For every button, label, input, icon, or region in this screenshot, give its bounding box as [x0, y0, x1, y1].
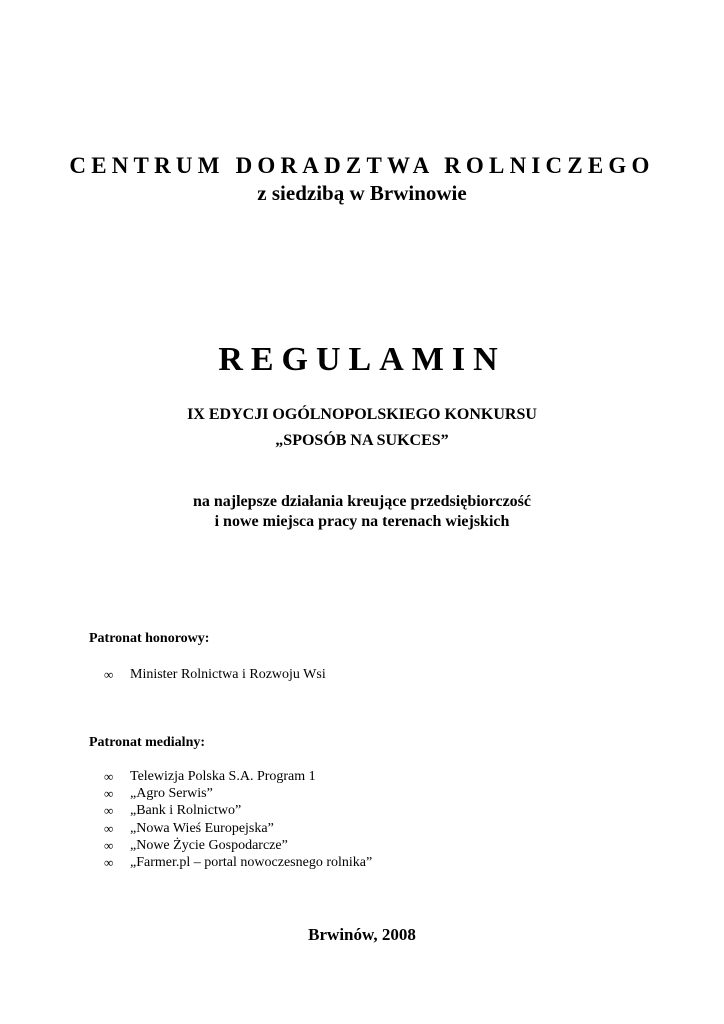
honorary-patronage-heading: Patronat honorowy:	[89, 631, 210, 646]
list-item-label: „Farmer.pl – portal nowoczesnego rolnika”	[130, 854, 373, 870]
list-item	[104, 837, 372, 854]
list-item	[104, 785, 372, 802]
list-item-label: „Nowe Życie Gospodarcze”	[130, 837, 288, 853]
media-patronage-heading: Patronat medialny:	[89, 735, 206, 750]
infinity-bullet-icon: ∞	[104, 803, 114, 819]
list-item-label: Telewizja Polska S.A. Program 1	[130, 769, 316, 784]
organization-name: CENTRUM DORADZTWA ROLNICZEGO	[69, 153, 655, 178]
infinity-bullet-icon: ∞	[104, 786, 114, 802]
list-item	[104, 802, 372, 819]
infinity-bullet-icon: ∞	[104, 837, 114, 853]
list-item-label: „Agro Serwis”	[130, 786, 213, 802]
list-item-label: „Bank i Rolnictwo”	[130, 803, 242, 819]
description-line-2: i nowe miejsca pracy na terenach wiejskich	[214, 513, 510, 530]
organization-seat: z siedzibą w Brwinowie	[257, 181, 467, 205]
place-and-date: Brwinów, 2008	[308, 925, 416, 944]
infinity-bullet-icon: ∞	[104, 769, 114, 784]
media-patronage-list	[104, 768, 372, 871]
infinity-bullet-icon: ∞	[104, 820, 114, 836]
infinity-bullet-icon: ∞	[104, 854, 114, 870]
list-item	[104, 820, 372, 837]
edition-subtitle: IX EDYCJI OGÓLNOPOLSKIEGO KONKURSU	[187, 406, 537, 423]
honorary-patronage-list	[104, 666, 326, 683]
list-item-label: „Nowa Wieś Europejska”	[130, 820, 274, 836]
list-item	[104, 854, 372, 871]
contest-name: „SPOSÓB NA SUKCES”	[275, 432, 449, 449]
description-line-1: na najlepsze działania kreujące przedsiębiorczość	[192, 493, 532, 510]
document-title: REGULAMIN	[218, 341, 506, 378]
list-item	[104, 768, 372, 785]
list-item	[104, 666, 326, 683]
list-item-label: Minister Rolnictwa i Rozwoju Wsi	[130, 667, 326, 682]
infinity-bullet-icon: ∞	[104, 667, 114, 682]
